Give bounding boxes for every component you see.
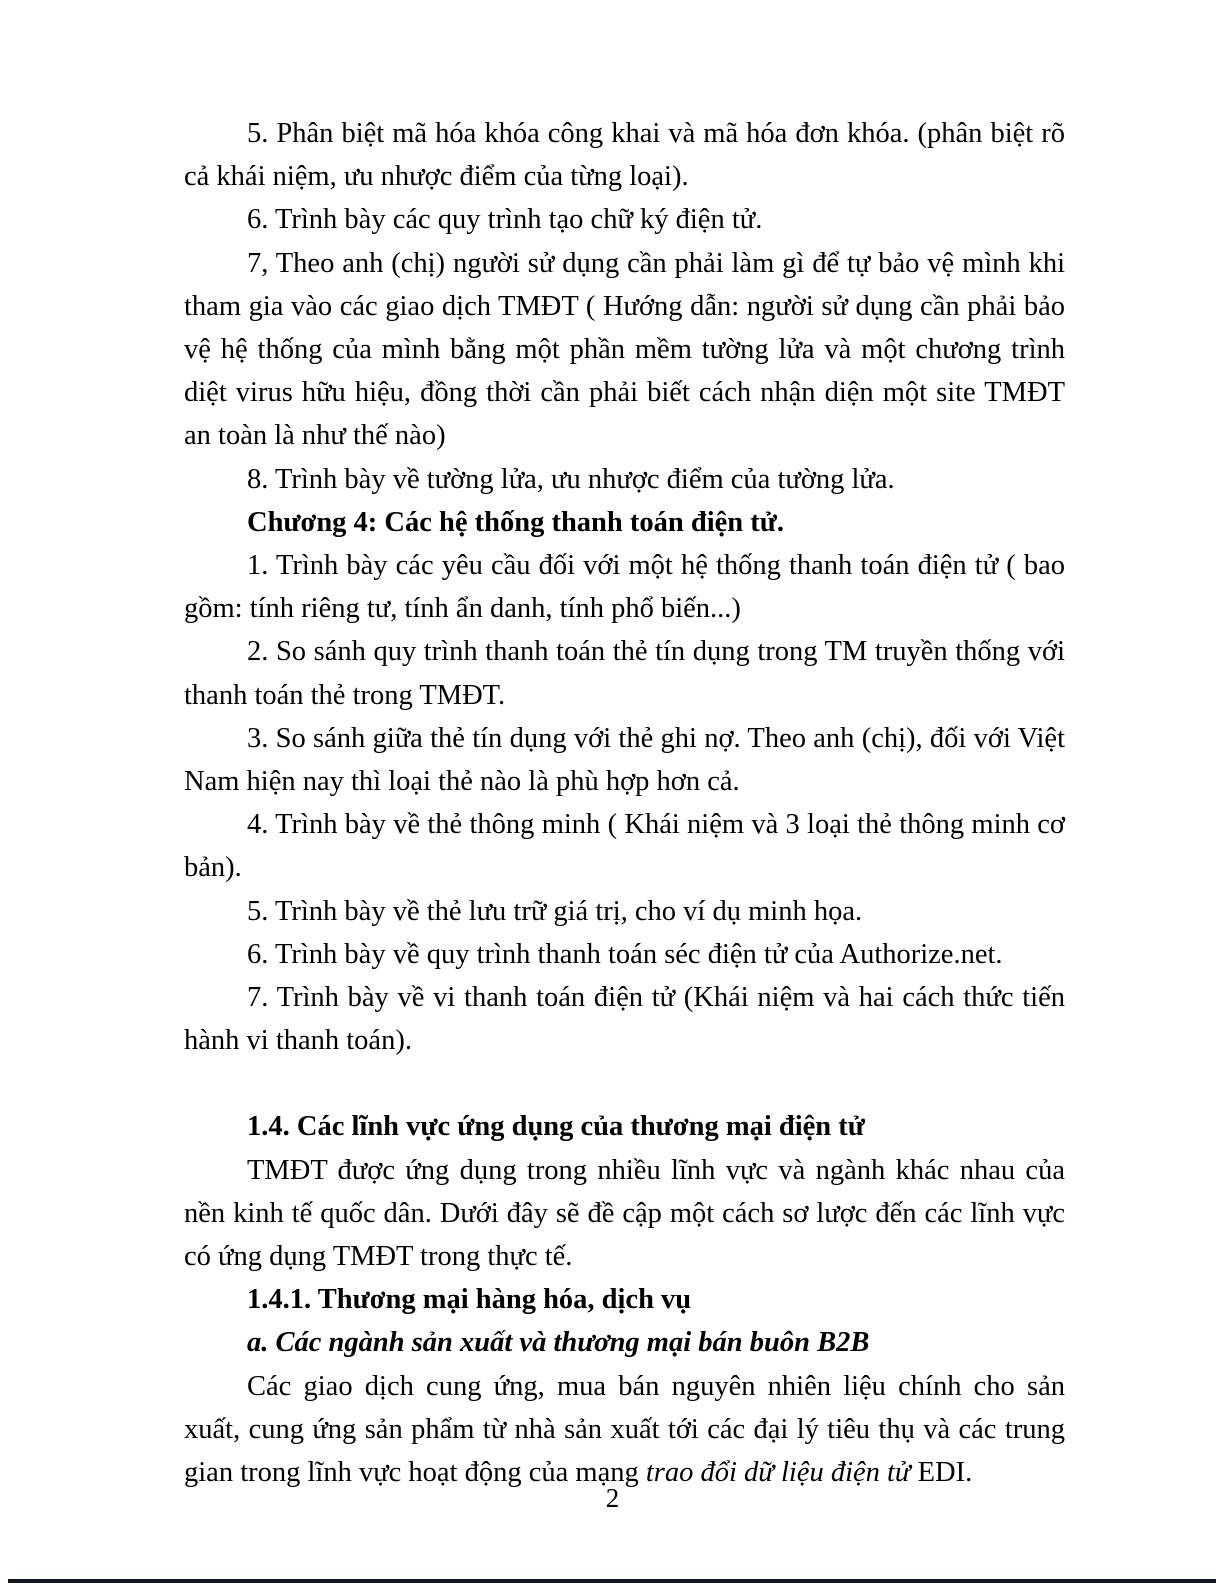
paragraph: 5. Trình bày về thẻ lưu trữ giá trị, cho ví dụ minh họa.	[247, 895, 863, 927]
paragraph	[184, 1365, 1065, 1495]
paragraph: 6. Trình bày các quy trình tạo chữ ký điện tử.	[247, 204, 763, 236]
page-number: 2	[605, 1483, 620, 1513]
paragraph: 4. Trình bày về thẻ thông minh ( Khái niệm và 3 loại thẻ thông minh cơ bản).	[184, 809, 1065, 884]
subsection-heading: 1.4.1. Thương mại hàng hóa, dịch vụ	[247, 1284, 692, 1316]
paragraph: 5. Phân biệt mã hóa khóa công khai và mã hóa đơn khóa. (phân biệt rõ cả khái niệm, ưu nhược điểm của từng loại).	[184, 118, 1065, 193]
paragraph: 1. Trình bày các yêu cầu đối với một hệ thống thanh toán điện tử ( bao gồm: tính riêng tư, tính ẩn danh, tính phổ biến...)	[184, 550, 1065, 625]
paragraph: 7. Trình bày về vi thanh toán điện tử (Khái niệm và hai cách thức tiến hành vi thanh toán).	[184, 982, 1065, 1057]
document-body	[184, 112, 1065, 1494]
paragraph: TMĐT được ứng dụng trong nhiều lĩnh vực và ngành khác nhau của nền kinh tế quốc dân. Dưới đây sẽ đề cập một cách sơ lược đến các lĩnh vực có ứng dụng TMĐT trong thực tế.	[184, 1154, 1065, 1273]
paragraph: 8. Trình bày về tường lửa, ưu nhược điểm của tường lửa.	[247, 463, 895, 495]
paragraph-italic-term: trao đổi dữ liệu điện tử	[645, 1457, 911, 1489]
paragraph: 6. Trình bày về quy trình thanh toán séc điện tử của Authorize.net.	[247, 938, 1003, 970]
paragraph-text: Các giao dịch cung ứng, mua bán nguyên nhiên liệu chính cho sản xuất, cung ứng sản phẩm từ nhà sản xuất tới các đại lý tiêu thụ và các trung gian trong lĩnh vực hoạt động của mạng	[184, 1370, 1065, 1489]
section-heading: 1.4. Các lĩnh vực ứng dụng của thương mại điện tử	[247, 1111, 865, 1143]
blank-line	[184, 1062, 1065, 1105]
paragraph: 3. So sánh giữa thẻ tín dụng với thẻ ghi nợ. Theo anh (chị), đối với Việt Nam hiện nay thì loại thẻ nào là phù hợp hơn cả.	[184, 722, 1065, 798]
chapter-heading: Chương 4: Các hệ thống thanh toán điện tử.	[247, 506, 784, 538]
paragraph-text: EDI.	[910, 1457, 973, 1489]
paragraph: 2. So sánh quy trình thanh toán thẻ tín dụng trong TM truyền thống với thanh toán thẻ trong TMĐT.	[184, 636, 1065, 711]
subpoint-heading: a. Các ngành sản xuất và thương mại bán buôn B2B	[247, 1327, 870, 1359]
paragraph: 7, Theo anh (chị) người sử dụng cần phải làm gì để tự bảo vệ mình khi tham gia vào các giao dịch TMĐT ( Hướng dẫn: người sử dụng cần phải bảo vệ hệ thống của mình bằng một phần mềm tường lửa và một chương trình diệt virus hữu hiệu, đồng thời cần phải biết cách nhận diện một site TMĐT an toàn là như thế nào)	[184, 247, 1065, 452]
window-bottom-border	[8, 1579, 1216, 1583]
